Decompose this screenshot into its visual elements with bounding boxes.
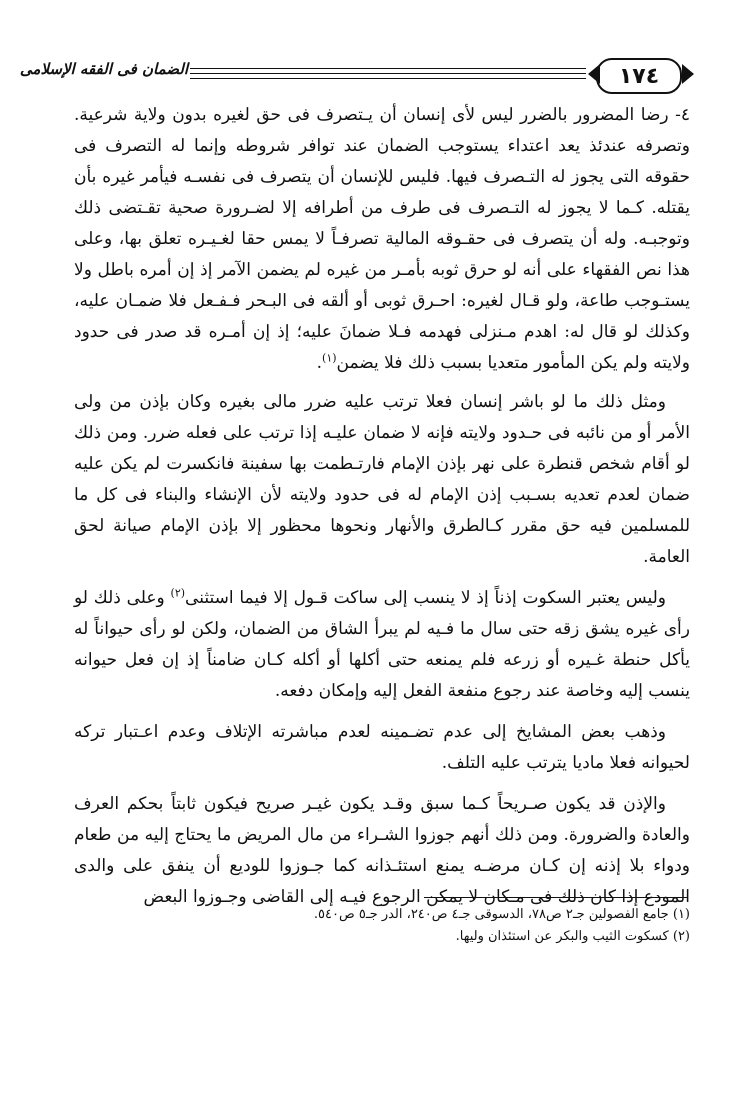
footnote-ref: (١) xyxy=(322,351,337,365)
paragraph xyxy=(74,583,690,707)
paragraph-text: ٤- رضا المضرور بالضرر ليس لأى إنسان أن يـتصرف فى حق لغيره بدون ولاية شرعية. وتصرفه عندئذ يعد اعتداء يستوجب الضمان عند توافر شروطه وإنما له التصرف فى حقوقه التى يجوز له التـصرف فيها. فليس للإنسان أن يتصرف فى نفسـه فيأمر غيره بأن يقتله. كـما لا يجوز له التـصرف فى طرف من أطرافه إلا لضـرورة صحية تقـتضى ذلك وتوجبـه. وله أن يتصرف فى حقـوقه المالية تصرفـاً لا يمس حقا لغـيـره تعلق بها، وعلى هذا نص الفقهاء على أنه لو حرق ثوبه بأمـر من غيره لم يضمن الآمر إذ إن أمره باطل ولا يستـوجب طاعة، ولو قـال لغيره: احـرق ثوبى أو ألقه فى البـحر فـفـعل فلا ضمـان عليه، وكذلك لو قال له: اهدم مـنزلى فهدمه فـلا ضمانَ عليه؛ إذ إن أمـره قد صدر فى حدود ولايته ولم يكن المأمور متعديا بسبب ذلك فلا يضمن xyxy=(74,105,690,373)
page-header xyxy=(19,58,690,94)
footnote: (٢) كسكوت الثيب والبكر عن استئذان وليها. xyxy=(455,929,690,944)
header-rule xyxy=(190,78,586,79)
footnote-separator xyxy=(424,897,688,898)
footnote: (١) جامع الفصولين جـ٢ ص٧٨، الدسوقى جـ٤ ص٢٤٠، الدر جـ٥ ص٥٤٠. xyxy=(313,907,690,922)
running-title: الضمان فى الفقه الإسلامى xyxy=(19,60,188,78)
footnote-ref: (٢) xyxy=(170,586,186,600)
header-arrow-ornament xyxy=(588,64,600,84)
footnotes xyxy=(74,904,690,948)
main-text xyxy=(74,100,690,913)
paragraph-text: وليس يعتبر السكوت إذناً إذ لا ينسب إلى ساكت قـول إلا فيما استثنى xyxy=(185,588,667,608)
header-arrow-ornament xyxy=(682,64,694,84)
paragraph: ٤- رضا المضرور بالضرر ليس لأى إنسان أن يـتصرف فى حق لغيره بدون ولاية شرعية. وتصرفه عندئذ يعد اعتداء يستوجب الضمان عند توافر شروطه وإنما له التصرف فى حقوقه التى يجوز له التـصرف فيها. فليس للإنسان أن يتصرف فى نفسـه فيأمر غيره بأن يقتله. كـما لا يجوز له التـصرف فى طرف من أطرافه إلا لضـرورة صحية تقـتضى ذلك وتوجبـه. وله أن يتصرف فى حقـوقه المالية تصرفـاً لا يمس حقا لغـيـره تعلق بها، وعلى هذا نص الفقهاء على أنه لو حرق ثوبه بأمـر من غيره لم يضمن الآمر إذ إن أمره باطل ولا يستـوجب طاعة، ولو قـال لغيره: احـرق ثوبى أو ألقه فى البـحر فـفـعل فلا ضمـان عليه، وكذلك لو قال له: اهدم مـنزلى فهدمه فـلا ضمانَ عليه؛ إذ إن أمـره قد صدر فى حدود ولايته ولم يكن المأمور متعديا بسبب ذلك فلا يضمن$^{(١)}$. xyxy=(74,105,690,373)
paragraph-text: وعلى ذلك لو رأى غيره يشق زقه حتى سال ما فـيه لم يبرأ الشاق من الضمان، ولكن لو رأى حيواناً له يأكل حنطة غـيره أو زرعه فلم يمنعه حتى أكلها أو أكله كـان ضامناً إذ إن فعل حيوانه ينسب إليه وخاصة عند رجوع منفعة الفعل إليه وإمكان دفعه. xyxy=(74,588,690,701)
header-rule xyxy=(190,68,586,69)
paragraph: وذهب بعض المشايخ إلى عدم تضـمينه لعدم مباشرته الإتلاف وعدم اعـتبار تركه لحيوانه فعلا ماديا يترتب عليه التلف. xyxy=(74,722,690,773)
header-rule xyxy=(190,73,586,74)
page-number: ١٧٤ xyxy=(596,58,682,94)
paragraph: ومثل ذلك ما لو باشر إنسان فعلا ترتب عليه ضرر مالى بغيره وكان بإذن من ولى الأمر أو من نائبه فى حـدود ولايته فإنه لا ضمان عليـه إذا ترتب على فعله ضرر. ومن ذلك لو أقام شخص قنطرة على نهر بإذن الإمام فارتـطمت بها سفينة فانكسرت لم يكن عليه ضمان لعدم تعديه بسـبب إذن الإمام له فى حدود ولايته لأن الإنشاء والبناء فى كل ما للمسلمين فيه حق مقرر كـالطرق والأنهار ونحوها محظور إلا بإذن الإمام صيانة لحق العامة. xyxy=(74,392,690,567)
paragraph: والإذن قد يكون صـريحاً كـما سبق وقـد يكون غيـر صريح فيكون ثابتاً بحكم العرف والعادة والضرورة. ومن ذلك أنهم جوزوا الشـراء من مال المريض ما يحتاج إليه من طعام ودواء بلا إذنه إن كـان مرضـه يمنع استئـذانه كما جـوزوا للوديع أن ينفق على والدى المودع إذا كان ذلك فى مـكان لا يمكن الرجوع فيـه إلى القاضى وجـوزوا البعض xyxy=(74,794,690,907)
